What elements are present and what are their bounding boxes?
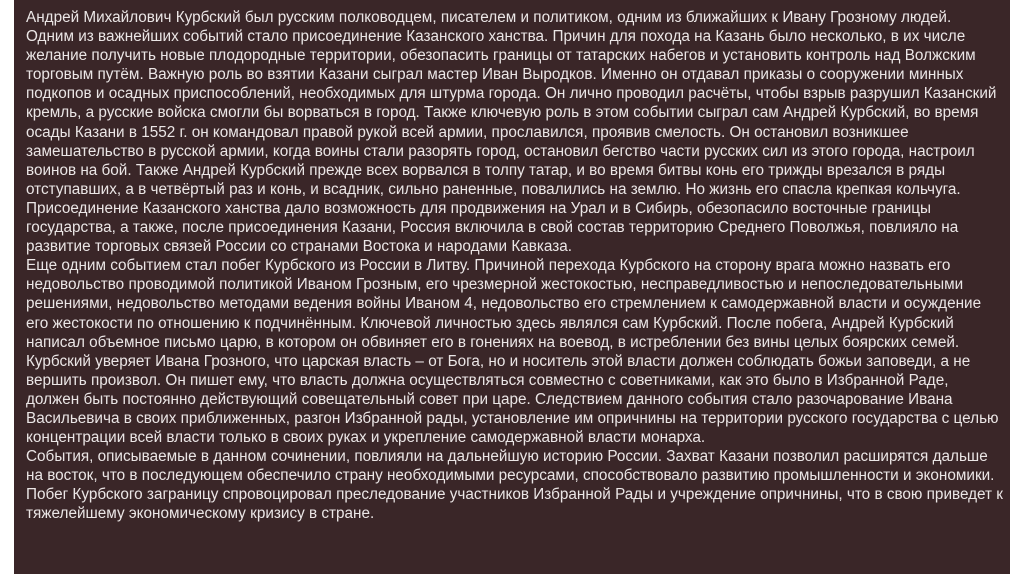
paragraph-intro: Андрей Михайлович Курбский был русским полководцем, писателем и политиком, одним из ближайших к Ивану Грозному людей. (26, 9, 952, 26)
content-panel (14, 0, 1010, 574)
paragraph-conclusion: События, описываемые в данном сочинении, повлияли на дальнейшую историю России. Захват Казани позволил расширятся дальше на восток, что в последующем обеспечило страну необходимыми ресурсами, способствовало развитию промышленности и экономики. Побег Курбского заграницу спровоцировал преследование участников Избранной Рады и учреждение опричнины, что в свою приведет к тяжелейшему экономическому кризису в стране. (26, 448, 1003, 523)
essay-text (26, 8, 1004, 524)
paragraph-escape: Еще одним событием стал побег Курбского из России в Литву. Причиной перехода Курбского на сторону врага можно назвать его недовольство проводимой политикой Иваном Грозным, его чрезмерной жестокостью, несправедливостью и непоследовательными решениями, недовольство методами ведения войны Иваном 4, недовольство его стремлением к самодержавной власти и осуждение его жестокости по отношению к подчинённым. Ключевой личностью здесь являлся сам Курбский. После побега, Андрей Курбский написал объемное письмо царю, в котором он обвиняет его в гонениях на воевод, в истреблении без вины целых боярских семей. Курбский уверяет Ивана Грозного, что царская власть – от Бога, но и носитель этой власти должен соблюдать божьи заповеди, а не вершить произвол. Он пишет ему, что власть должна осуществляться совместно с советниками, как это было в Избранной Раде, должен быть постоянно действующий совещательный совет при царе. Следствием данного события стало разочарование Ивана Васильевича в своих приближенных, разгон Избранной рады, установление им опричнины на территории русского государства с целью концентрации всей власти только в своих руках и укрепление самодержавной власти монарха. (26, 257, 999, 447)
paragraph-kazan: Одним из важнейших событий стало присоединение Казанского ханства. Причин для похода на Казань было несколько, в их числе желание получить новые плодородные территории, обезопасить границы от татарских набегов и установить контроль над Волжским торговым путём. Важную роль во взятии Казани сыграл мастер Иван Выродков. Именно он отдавал приказы о сооружении минных подкопов и осадных приспособлений, необходимых для штурма города. Он лично проводил расчёты, чтобы взрыв разрушил Казанский кремль, а русские войска смогли бы ворваться в город. Также ключевую роль в этом событии сыграл сам Андрей Курбский, во время осады Казани в 1552 г. он командовал правой рукой всей армии, прославился, проявив смелость. Он остановил возникшее замешательство в русской армии, когда воины стали разорять город, остановил бегство части русских сил из этого города, настроил воинов на бой. Также Андрей Курбский прежде всех ворвался в толпу татар, и во время битвы конь его трижды врезался в ряды отступавших, а в четвёртый раз и конь, и всадник, сильно раненные, повалились на землю. Но жизнь его спасла крепкая кольчуга. Присоединение Казанского ханства дало возможность для продвижения на Урал и в Сибирь, обезопасило восточные границы государства, а также, после присоединения Казани, Россия включила в свой состав территорию Среднего Поволжья, повлияло на развитие торговых связей России со странами Востока и народами Кавказа. (26, 28, 997, 256)
